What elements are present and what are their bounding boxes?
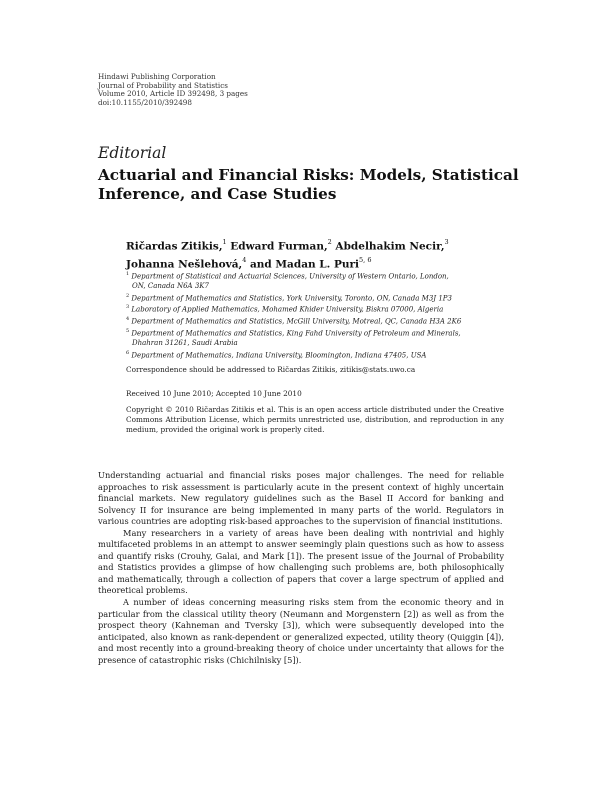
affiliation-item bbox=[126, 303, 526, 315]
body-paragraph: Many researchers in a variety of areas have been dealing with nontrivial and highly multifaceted problems in an attempt to answer seemingly plain questions such as how to assess and quantify risks (Crouhy, Galai, and Mark [1]). The present issue of the Journal of Probability and Statistics provides a glimpse of how challenging such problems are, both philosophically and mathematically, through a collection of papers that cover a large spectrum of applied and theoretical problems. bbox=[98, 527, 504, 596]
author-affil-ref: 1 bbox=[222, 238, 227, 246]
affiliation-item bbox=[126, 349, 526, 361]
affiliation-number: 3 bbox=[126, 304, 130, 311]
affiliation-number: 5 bbox=[126, 328, 130, 335]
author-name: Edward Furman, bbox=[226, 240, 328, 253]
article-kind: Editorial bbox=[98, 144, 167, 162]
journal-name: Journal of Probability and Statistics bbox=[98, 80, 228, 90]
author-name: Ričardas Zitikis, bbox=[126, 240, 223, 253]
affiliation-text: Department of Mathematics and Statistics, York University, Toronto, ON, Canada M3J 1P3 bbox=[129, 293, 452, 302]
body-paragraph: Understanding actuarial and financial risks poses major challenges. The need for reliable approaches to risk assessment is particularly acute in the present context of highly uncertain financial markets. New regulatory guidelines such as the Basel II Accord for banking and Solvency II for insurance are being implemented in many parts of the world. Regulators in various countries are adopting risk-based approaches to the supervision of financial institutions. bbox=[98, 470, 504, 527]
volume-info: Volume 2010, Article ID 392498, 3 pages bbox=[98, 89, 248, 99]
received-accepted-dates: Received 10 June 2010; Accepted 10 June 2010 bbox=[126, 389, 302, 398]
affiliation-text: Department of Statistical and Actuarial Sciences, University of Western Ontario, London, bbox=[129, 272, 449, 281]
affiliation-item bbox=[126, 270, 526, 282]
affiliation-item-continued bbox=[126, 282, 526, 292]
article-body bbox=[98, 470, 504, 666]
author-name: Abdelhakim Necir, bbox=[331, 240, 445, 253]
author-line-1 bbox=[126, 236, 526, 254]
title-line-2: Inference, and Case Studies bbox=[98, 185, 337, 203]
author-line-2 bbox=[126, 254, 526, 272]
author-list bbox=[126, 236, 526, 271]
affiliation-text: Dhahran 31261, Saudi Arabia bbox=[132, 339, 238, 348]
article-title bbox=[98, 166, 538, 204]
author-name: Johanna Nešlehová, bbox=[126, 258, 243, 270]
title-line-1: Actuarial and Financial Risks: Models, Statistical bbox=[98, 166, 519, 184]
affiliation-item bbox=[126, 315, 526, 327]
publisher-name: Hindawi Publishing Corporation bbox=[98, 72, 216, 81]
affiliation-text: ON, Canada N6A 3K7 bbox=[132, 281, 209, 290]
author-affil-ref: 4 bbox=[242, 255, 247, 264]
doi: doi:10.1155/2010/392498 bbox=[98, 97, 192, 107]
affiliation-item bbox=[126, 327, 526, 339]
author-affil-ref: 5, 6 bbox=[359, 255, 372, 264]
correspondence-note: Correspondence should be addressed to Ričardas Zitikis, zitikis@stats.uwo.ca bbox=[126, 365, 416, 374]
affiliation-number: 6 bbox=[126, 349, 130, 356]
affiliation-text: Laboratory of Applied Mathematics, Mohamed Khider University, Biskra 07000, Algeria bbox=[129, 305, 444, 314]
affiliation-item bbox=[126, 292, 526, 304]
body-paragraph: A number of ideas concerning measuring risks stem from the economic theory and in particular from the classical utility theory (Neumann and Morgenstern [2]) as well as from the prospect theory (Kahneman and Tversky [3]), which were subsequently developed into the anticipated, also known as rank-dependent or generalized expected, utility theory (Quiggin [4]), and most recently into a ground-breaking theory of choice under uncertainty that allows for the presence of catastrophic risks (Chichilnisky [5]). bbox=[98, 597, 504, 665]
affiliation-item-continued bbox=[126, 339, 526, 349]
copyright-notice: Copyright © 2010 Ričardas Zitikis et al. This is an open access article distributed under the Creative Commons Attribution License, which permits unrestricted use, distribution, and reproduction in any medium, provided the original work is properly cited. bbox=[126, 405, 504, 435]
affiliation-number: 1 bbox=[126, 271, 130, 277]
affiliation-list bbox=[126, 270, 526, 361]
affiliation-number: 4 bbox=[126, 316, 130, 323]
affiliation-text: Department of Mathematics and Statistics, McGill University, Motreal, QC, Canada H3A 2K6 bbox=[129, 317, 462, 326]
affiliation-text: Department of Mathematics and Statistics, King Fahd University of Petroleum and Minerals, bbox=[129, 329, 461, 338]
author-affil-ref: 2 bbox=[327, 238, 332, 246]
author-affil-ref: 3 bbox=[444, 238, 449, 246]
journal-header bbox=[98, 73, 248, 107]
affiliation-number: 2 bbox=[126, 292, 130, 299]
affiliation-text: Department of Mathematics, Indiana University, Bloomington, Indiana 47405, USA bbox=[129, 351, 427, 360]
author-name: and Madan L. Puri bbox=[246, 258, 360, 270]
